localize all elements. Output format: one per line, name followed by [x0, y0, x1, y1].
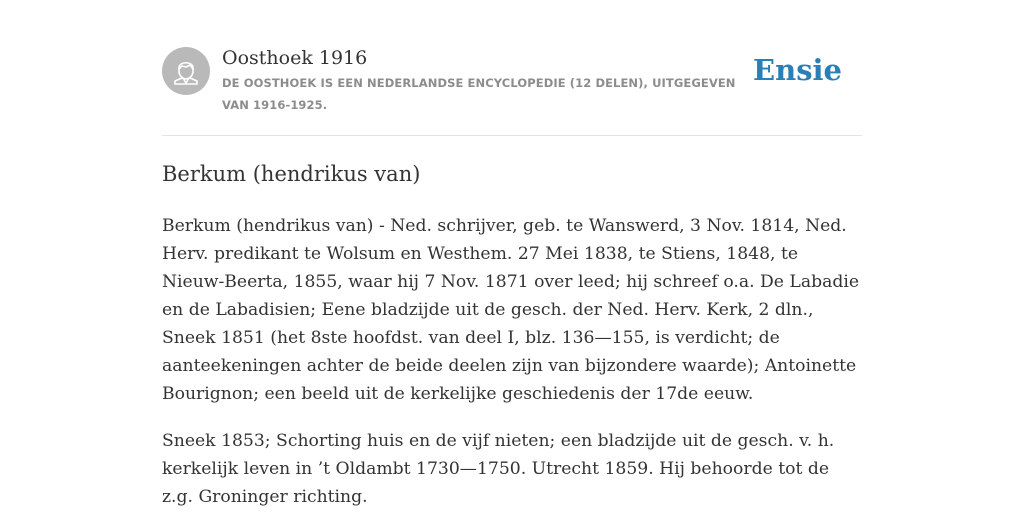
user-avatar-icon: [162, 47, 210, 95]
entry-paragraph-1: Berkum (hendrikus van) - Ned. schrijver, geb. te Wanswerd, 3 Nov. 1814, Ned. Herv. predikant te Wolsum en Westhem. 27 Mei 1838, te Stiens, 1848, te Nieuw-Beerta, 1855, waar hij 7 Nov. 1871 over leed; hij schreef o.a. De Labadie en de Labadisien; Eene bladzijde uit de gesch. der Ned. Herv. Kerk, 2 dln., Sneek 1851 (het 8ste hoofdst. van deel I, blz. 136—155, is verdicht; de aanteekeningen achter de beide deelen zijn van bijzondere waarde); Antoinette Bourignon; een beeld uit de kerkelijke geschiedenis der 17de eeuw.: [162, 216, 860, 404]
source-description: DE OOSTHOEK IS EEN NEDERLANDSE ENCYCLOPEDIE (12 DELEN), UITGEGEVEN VAN 1916-1925.: [222, 76, 736, 112]
brand-logo[interactable]: Ensie: [753, 53, 842, 87]
entry-paragraph-2: Sneek 1853; Schorting huis en de vijf nieten; een bladzijde uit de gesch. v. h. kerkelijk leven in ’t Oldambt 1730—1750. Utrecht 1859. Hij behoorde tot de z.g. Groninger richting.: [162, 431, 835, 507]
page-container: [162, 0, 862, 507]
entry-title: Berkum (hendrikus van): [162, 162, 421, 186]
source-title[interactable]: Oosthoek 1916: [222, 47, 368, 69]
source-header: [162, 0, 862, 136]
